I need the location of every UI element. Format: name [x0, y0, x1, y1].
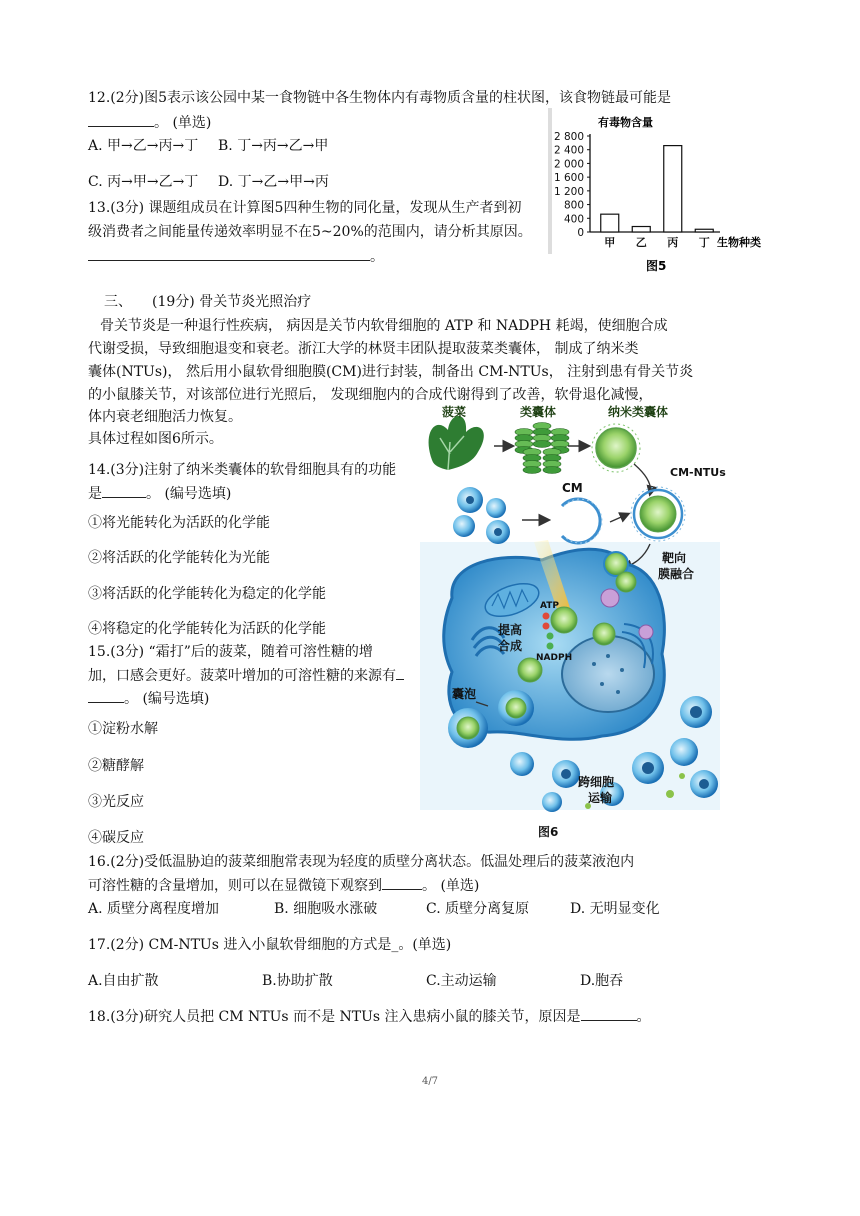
q15-answer-line	[88, 688, 209, 709]
spinach-icon	[429, 416, 484, 470]
q12-answer-line	[88, 112, 211, 133]
ntu-in-cell-icon	[593, 623, 615, 645]
q12-tail: 。 (单选)	[154, 115, 212, 131]
lysosome-icon	[639, 625, 653, 639]
bar-丙	[664, 146, 682, 232]
label-nano-thylakoid: 纳米类囊体	[608, 405, 669, 419]
q16-option-c: C. 质壁分离复原	[426, 901, 530, 917]
q17-stem: 17.(2分) CM-NTUs 进入小鼠软骨细胞的方式是_。(单选)	[88, 937, 452, 953]
bar-乙	[632, 227, 650, 232]
thylakoid-disc	[523, 467, 541, 474]
q12-option-a: A. 甲→乙→丙→丁	[88, 138, 199, 154]
figure-5-bar-chart	[540, 108, 800, 278]
thylakoid-disc	[533, 441, 551, 448]
q12-stem: 12.(2分)图5表示该公园中某一食物链中各生物体内有毒物质含量的柱状图，该食物链最可能是	[88, 90, 672, 106]
q17-option-d: D.胞吞	[580, 973, 624, 989]
q16-stem-line1: 16.(2分)受低温胁迫的菠菜细胞常表现为轻度的质壁分离状态。低温处理后的菠菜液泡内	[88, 854, 635, 870]
q12-option-b: B. 丁→丙→乙→甲	[218, 138, 329, 154]
q13-tail: 。	[370, 249, 384, 265]
nano-thylakoid-icon	[592, 424, 640, 472]
q14-stem: 14.(3分)注射了纳米类囊体的软骨细胞具有的功能	[88, 462, 397, 478]
page-number: 4/7	[421, 1076, 439, 1087]
label-vesicle: 囊泡	[452, 687, 477, 701]
label-transport: 运输	[588, 791, 613, 805]
label-transcellular: 跨细胞	[578, 775, 615, 789]
free-vesicle-icon	[448, 708, 488, 748]
q18-text: 18.(3分)研究人员把 CM NTUs 而不是 NTUs 注入患病小鼠的膝关节，原因是	[88, 1009, 581, 1025]
answer-blank[interactable]	[88, 112, 154, 127]
y-tick-label: 400	[563, 213, 584, 226]
q13-stem-line1: 13.(3分) 课题组成员在计算图5四种生物的同化量，发现从生产者到初	[88, 200, 522, 216]
q18-tail: 。	[636, 1009, 651, 1025]
q16-tail: 。 (单选)	[422, 878, 480, 894]
arrow	[610, 514, 628, 522]
ntu-dot-icon	[679, 773, 685, 779]
vesicle-icon	[498, 690, 534, 726]
thylakoid-stack-icon	[515, 423, 569, 474]
section-3-heading	[104, 292, 311, 312]
q14-option-3: ③将活跃的化学能转化为稳定的化学能	[88, 586, 326, 602]
y-tick-label: 2 400	[553, 144, 584, 157]
atp-molecule-icon	[543, 613, 550, 620]
chart-title: 有毒物含量	[598, 116, 653, 129]
answer-blank[interactable]	[581, 1006, 637, 1021]
bar-丁	[695, 229, 713, 232]
q12-option-d: D. 丁→乙→甲→丙	[218, 174, 329, 190]
q15-option-2: ②糖酵解	[88, 758, 144, 774]
q15-line2-text: 加，口感会更好。菠菜叶增加的可溶性糖的来源有	[88, 668, 396, 684]
answer-blank[interactable]	[102, 483, 146, 498]
q18-stem	[88, 1006, 651, 1027]
label-synthesis: 合成	[498, 639, 523, 653]
q16-prefix: 可溶性糖的含量增加，则可以在显微镜下观察到	[88, 878, 382, 894]
q14-answer-line	[88, 483, 231, 504]
chart-caption: 图5	[646, 259, 667, 273]
y-tick-label: 1 600	[553, 172, 584, 185]
section-paragraph-line: 的小鼠膝关节，对该部位进行光照后， 发现细胞内的合成代谢得到了改善，软骨退化减慢，	[88, 387, 653, 403]
q15-option-4: ④碳反应	[88, 830, 144, 846]
arrow	[634, 464, 650, 494]
ntu-dot-icon	[666, 790, 674, 798]
section-number: 三、	[104, 294, 132, 310]
bar-甲	[601, 214, 619, 232]
label-cm: CM	[562, 481, 583, 495]
answer-blank[interactable]	[396, 665, 404, 680]
answer-blank[interactable]	[88, 246, 370, 261]
section-paragraph-line: 囊体(NTUs)， 然后用小鼠软骨细胞膜(CM)进行封装，制备出 CM-NTUs， 注射到患有骨关节炎	[88, 364, 694, 380]
q17-option-b: B.协助扩散	[262, 973, 333, 989]
y-tick-label: 2 000	[553, 158, 584, 171]
q17-option-a: A.自由扩散	[88, 973, 159, 989]
q16-option-d: D. 无明显变化	[570, 901, 660, 917]
section-paragraph-line: 体内衰老细胞活力恢复。	[88, 409, 242, 425]
q12-option-c: C. 丙→甲→乙→丁	[88, 174, 199, 190]
section-paragraph-line: 骨关节炎是一种退行性疾病， 病因是关节内软骨细胞的 ATP 和 NADPH 耗竭，使细胞合成	[100, 318, 668, 334]
label-thylakoid: 类囊体	[520, 405, 557, 419]
nucleus-icon	[562, 636, 654, 712]
q16-option-b: B. 细胞吸水涨破	[274, 901, 378, 917]
x-tick-label: 丙	[667, 236, 679, 249]
answer-blank[interactable]	[88, 688, 124, 703]
label-spinach: 菠菜	[442, 405, 467, 419]
label-cm-ntus: CM-NTUs	[670, 466, 726, 479]
figure-6-diagram	[412, 402, 726, 842]
label-atp: ATP	[540, 601, 560, 611]
y-tick-label: 0	[577, 227, 584, 239]
q14-option-2: ②将活跃的化学能转化为光能	[88, 550, 270, 566]
label-nadph: NADPH	[536, 653, 573, 663]
label-boost: 提高	[498, 623, 523, 637]
y-tick-label: 1 200	[553, 185, 584, 198]
lysosome-icon	[601, 589, 619, 607]
y-tick-label: 2 800	[553, 131, 584, 143]
x-tick-label: 乙	[635, 236, 647, 249]
label-target: 靶向	[662, 551, 687, 565]
cell-membrane-icon	[562, 499, 602, 543]
ntu-in-cell-icon	[616, 572, 636, 592]
q14-option-4: ④将稳定的化学能转化为活跃的化学能	[88, 621, 326, 637]
figure-frame-edge	[548, 108, 552, 254]
q13-answer-line	[88, 246, 384, 267]
q15-tail: 。 (编号选填)	[124, 691, 210, 707]
nadph-molecule-icon	[547, 633, 554, 640]
answer-blank[interactable]	[382, 875, 422, 890]
q14-tail: 。 (编号选填)	[146, 486, 232, 502]
nadph-molecule-icon	[547, 643, 554, 650]
label-membrane-fusion: 膜融合	[658, 567, 695, 581]
chart-xlabel: 生物种类	[717, 236, 761, 249]
q16-option-a: A. 质壁分离程度增加	[88, 901, 220, 917]
q17-option-c: C.主动运输	[426, 973, 497, 989]
figure-6-caption: 图6	[538, 825, 559, 839]
thylakoid-disc	[543, 467, 561, 474]
q15-option-3: ③光反应	[88, 794, 144, 810]
x-tick-label: 丁	[698, 236, 710, 249]
cm-ntus-icon	[631, 487, 685, 541]
section-paragraph-line: 代谢受损，导致细胞退变和衰老。浙江大学的林贤丰团队提取菠菜类囊体， 制成了纳米类	[88, 341, 639, 357]
q15-option-1: ①淀粉水解	[88, 721, 158, 737]
q15-stem-line1: 15.(3分) “霜打”后的菠菜，随着可溶性糖的增	[88, 644, 373, 660]
q14-prefix: 是	[88, 486, 102, 502]
y-tick-label: 800	[563, 199, 584, 212]
q13-stem-line2: 级消费者之间能量传递效率明显不在5~20%的范围内，请分析其原因。	[88, 224, 532, 240]
chondrocyte-cells-icon	[453, 487, 510, 544]
section-title: (19分) 骨关节炎光照治疗	[152, 294, 312, 310]
atp-molecule-icon	[543, 623, 550, 630]
x-tick-label: 甲	[604, 236, 616, 249]
section-paragraph-line: 具体过程如图6所示。	[88, 431, 223, 447]
q14-option-1: ①将光能转化为活跃的化学能	[88, 515, 270, 531]
q15-stem-line2	[88, 665, 404, 686]
q16-answer-line	[88, 875, 479, 896]
